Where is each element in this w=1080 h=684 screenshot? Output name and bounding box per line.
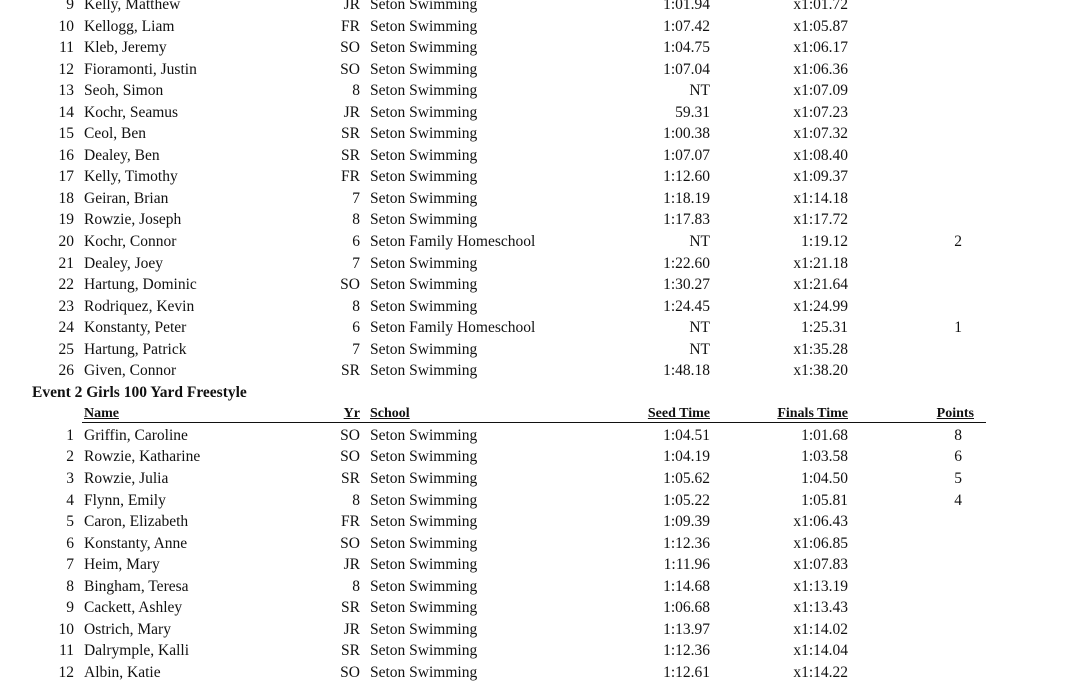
class-year: JR [343, 0, 360, 13]
result-row [0, 317, 1080, 339]
school-name: Seton Family Homeschool [370, 319, 536, 337]
finals-time: x1:05.87 [793, 17, 848, 35]
place: 22 [58, 276, 74, 294]
place: 6 [66, 534, 74, 552]
place: 24 [58, 319, 74, 337]
result-row [0, 619, 1080, 641]
place: 11 [59, 39, 74, 57]
event2-title: Event 2 Girls 100 Yard Freestyle [32, 383, 247, 401]
seed-time: 1:13.97 [663, 620, 710, 638]
finals-time: x1:21.18 [793, 254, 848, 272]
swimmer-name: Flynn, Emily [84, 491, 166, 509]
points: 4 [954, 491, 962, 509]
class-year: SR [341, 470, 360, 488]
place: 9 [66, 0, 74, 13]
class-year: 7 [352, 189, 360, 207]
school-name: Seton Swimming [370, 534, 478, 552]
place: 12 [58, 60, 74, 78]
seed-time: 1:17.83 [663, 211, 710, 229]
swimmer-name: Kochr, Seamus [84, 103, 179, 121]
finals-time: 1:19.12 [801, 233, 848, 251]
seed-time: NT [689, 340, 710, 358]
points: 5 [954, 470, 962, 488]
school-name: Seton Swimming [370, 599, 478, 617]
class-year: SR [341, 599, 360, 617]
swimmer-name: Bingham, Teresa [84, 577, 189, 595]
class-year: JR [343, 556, 360, 574]
seed-time: 1:48.18 [663, 362, 710, 380]
result-row [0, 16, 1080, 38]
class-year: SR [341, 362, 360, 380]
place: 11 [59, 642, 74, 660]
header-finals-time: Finals Time [777, 406, 848, 422]
finals-time: 1:01.68 [801, 426, 848, 444]
seed-time: 1:18.19 [663, 189, 710, 207]
class-year: SO [340, 663, 360, 681]
points: 6 [954, 448, 962, 466]
result-row [0, 446, 1080, 468]
swimmer-name: Heim, Mary [84, 556, 160, 574]
school-name: Seton Swimming [370, 0, 478, 13]
class-year: SO [340, 534, 360, 552]
finals-time: x1:38.20 [793, 362, 848, 380]
swimmer-name: Rowzie, Joseph [84, 211, 182, 229]
swimmer-name: Ceol, Ben [84, 125, 146, 143]
finals-time: x1:07.09 [793, 82, 848, 100]
result-row [0, 0, 1080, 16]
swimmer-name: Given, Connor [84, 362, 177, 380]
finals-time: x1:08.40 [793, 146, 848, 164]
event2-column-headers [0, 403, 1080, 425]
result-row [0, 102, 1080, 124]
place: 2 [66, 448, 74, 466]
seed-time: 1:12.36 [663, 534, 710, 552]
place: 18 [58, 189, 74, 207]
finals-time: x1:14.18 [793, 189, 848, 207]
place: 21 [58, 254, 74, 272]
seed-time: 1:07.07 [663, 146, 710, 164]
swimmer-name: Kelly, Timothy [84, 168, 178, 186]
header-seed-time: Seed Time [647, 406, 710, 422]
place: 5 [66, 513, 74, 531]
class-year: 6 [352, 319, 360, 337]
header-yr: Yr [343, 406, 360, 422]
swimmer-name: Ostrich, Mary [84, 620, 171, 638]
swimmer-name: Dalrymple, Kalli [84, 642, 190, 660]
seed-time: 1:11.96 [663, 556, 710, 574]
result-row [0, 640, 1080, 662]
class-year: 8 [352, 211, 360, 229]
swimmer-name: Geiran, Brian [84, 189, 169, 207]
result-row [0, 490, 1080, 512]
class-year: FR [341, 168, 360, 186]
result-row [0, 511, 1080, 533]
place: 10 [58, 620, 74, 638]
place: 20 [58, 233, 74, 251]
swimmer-name: Cackett, Ashley [84, 599, 183, 617]
swimmer-name: Seoh, Simon [84, 82, 164, 100]
class-year: 6 [352, 233, 360, 251]
result-row [0, 468, 1080, 490]
finals-time: x1:35.28 [793, 340, 848, 358]
seed-time: 1:22.60 [663, 254, 710, 272]
seed-time: 1:09.39 [663, 513, 710, 531]
seed-time: 1:04.75 [663, 39, 710, 57]
seed-time: 1:12.61 [663, 663, 710, 681]
school-name: Seton Swimming [370, 620, 478, 638]
school-name: Seton Swimming [370, 556, 478, 574]
school-name: Seton Swimming [370, 254, 478, 272]
finals-time: x1:06.85 [793, 534, 848, 552]
class-year: 7 [352, 254, 360, 272]
finals-time: x1:13.43 [793, 599, 848, 617]
seed-time: NT [689, 319, 710, 337]
finals-time: 1:25.31 [801, 319, 848, 337]
swimmer-name: Griffin, Caroline [84, 426, 188, 444]
finals-time: 1:05.81 [801, 491, 848, 509]
seed-time: 1:12.60 [663, 168, 710, 186]
class-year: SO [340, 60, 360, 78]
school-name: Seton Swimming [370, 362, 478, 380]
seed-time: 59.31 [675, 103, 710, 121]
swimmer-name: Fioramonti, Justin [84, 60, 197, 78]
seed-time: 1:04.51 [663, 426, 710, 444]
place: 12 [58, 663, 74, 681]
school-name: Seton Swimming [370, 513, 478, 531]
place: 15 [58, 125, 74, 143]
school-name: Seton Swimming [370, 82, 478, 100]
event2-results [0, 425, 1080, 684]
swimmer-name: Konstanty, Anne [84, 534, 188, 552]
seed-time: 1:24.45 [663, 297, 710, 315]
result-row [0, 80, 1080, 102]
class-year: 8 [352, 491, 360, 509]
finals-time: x1:14.04 [793, 642, 848, 660]
result-row [0, 231, 1080, 253]
school-name: Seton Swimming [370, 663, 478, 681]
finals-time: 1:03.58 [801, 448, 848, 466]
place: 7 [66, 556, 74, 574]
school-name: Seton Swimming [370, 276, 478, 294]
points: 1 [954, 319, 962, 337]
school-name: Seton Swimming [370, 17, 478, 35]
school-name: Seton Swimming [370, 60, 478, 78]
header-school: School [370, 406, 410, 422]
seed-time: 1:12.36 [663, 642, 710, 660]
place: 13 [58, 82, 74, 100]
finals-time: x1:14.22 [793, 663, 848, 681]
result-row [0, 145, 1080, 167]
finals-time: x1:06.17 [793, 39, 848, 57]
school-name: Seton Swimming [370, 103, 478, 121]
result-row [0, 662, 1080, 684]
result-row [0, 37, 1080, 59]
class-year: SO [340, 426, 360, 444]
class-year: FR [341, 513, 360, 531]
finals-time: x1:13.19 [793, 577, 848, 595]
result-row [0, 188, 1080, 210]
class-year: SO [340, 39, 360, 57]
finals-time: 1:04.50 [801, 470, 848, 488]
result-row [0, 253, 1080, 275]
points: 2 [954, 233, 962, 251]
result-row [0, 209, 1080, 231]
finals-time: x1:06.36 [793, 60, 848, 78]
swimmer-name: Rowzie, Julia [84, 470, 169, 488]
school-name: Seton Swimming [370, 297, 478, 315]
seed-time: NT [689, 233, 710, 251]
class-year: JR [343, 620, 360, 638]
school-name: Seton Swimming [370, 470, 478, 488]
finals-time: x1:06.43 [793, 513, 848, 531]
swimmer-name: Kelly, Matthew [84, 0, 181, 13]
result-row [0, 425, 1080, 447]
swimmer-name: Dealey, Joey [84, 254, 164, 272]
school-name: Seton Swimming [370, 125, 478, 143]
result-row [0, 554, 1080, 576]
place: 4 [66, 491, 74, 509]
place: 16 [58, 146, 74, 164]
finals-time: x1:09.37 [793, 168, 848, 186]
place: 14 [58, 103, 74, 121]
seed-time: NT [689, 82, 710, 100]
swimmer-name: Rodriquez, Kevin [84, 297, 195, 315]
seed-time: 1:30.27 [663, 276, 710, 294]
seed-time: 1:07.42 [663, 17, 710, 35]
result-row [0, 296, 1080, 318]
class-year: FR [341, 17, 360, 35]
result-row [0, 123, 1080, 145]
header-name: Name [84, 406, 119, 422]
place: 9 [66, 599, 74, 617]
swimmer-name: Albin, Katie [84, 663, 161, 681]
points: 8 [954, 426, 962, 444]
school-name: Seton Swimming [370, 189, 478, 207]
place: 26 [58, 362, 74, 380]
result-row [0, 360, 1080, 382]
swimmer-name: Hartung, Patrick [84, 340, 187, 358]
finals-time: x1:07.83 [793, 556, 848, 574]
school-name: Seton Swimming [370, 491, 478, 509]
class-year: 7 [352, 340, 360, 358]
swimmer-name: Rowzie, Katharine [84, 448, 201, 466]
place: 3 [66, 470, 74, 488]
finals-time: x1:07.32 [793, 125, 848, 143]
seed-time: 1:05.22 [663, 491, 710, 509]
result-row [0, 274, 1080, 296]
seed-time: 1:01.94 [663, 0, 710, 13]
seed-time: 1:00.38 [663, 125, 710, 143]
swimmer-name: Kleb, Jeremy [84, 39, 167, 57]
class-year: SO [340, 448, 360, 466]
result-row [0, 339, 1080, 361]
school-name: Seton Swimming [370, 168, 478, 186]
finals-time: x1:01.72 [793, 0, 848, 13]
place: 8 [66, 577, 74, 595]
finals-time: x1:17.72 [793, 211, 848, 229]
place: 10 [58, 17, 74, 35]
school-name: Seton Family Homeschool [370, 233, 536, 251]
class-year: SR [341, 125, 360, 143]
class-year: SR [341, 146, 360, 164]
class-year: 8 [352, 297, 360, 315]
result-row [0, 576, 1080, 598]
school-name: Seton Swimming [370, 340, 478, 358]
class-year: 8 [352, 577, 360, 595]
result-row [0, 59, 1080, 81]
header-divider [82, 422, 986, 423]
school-name: Seton Swimming [370, 577, 478, 595]
school-name: Seton Swimming [370, 146, 478, 164]
swimmer-name: Caron, Elizabeth [84, 513, 189, 531]
result-row [0, 597, 1080, 619]
swimmer-name: Hartung, Dominic [84, 276, 197, 294]
swimmer-name: Dealey, Ben [84, 146, 160, 164]
result-row [0, 533, 1080, 555]
finals-time: x1:07.23 [793, 103, 848, 121]
class-year: SO [340, 276, 360, 294]
seed-time: 1:06.68 [663, 599, 710, 617]
result-row [0, 166, 1080, 188]
place: 19 [58, 211, 74, 229]
place: 17 [58, 168, 74, 186]
seed-time: 1:07.04 [663, 60, 710, 78]
place: 1 [66, 426, 74, 444]
header-points: Points [936, 406, 974, 422]
school-name: Seton Swimming [370, 642, 478, 660]
finals-time: x1:21.64 [793, 276, 848, 294]
swimmer-name: Kellogg, Liam [84, 17, 175, 35]
swimmer-name: Konstanty, Peter [84, 319, 187, 337]
place: 23 [58, 297, 74, 315]
school-name: Seton Swimming [370, 426, 478, 444]
place: 25 [58, 340, 74, 358]
finals-time: x1:14.02 [793, 620, 848, 638]
seed-time: 1:04.19 [663, 448, 710, 466]
seed-time: 1:14.68 [663, 577, 710, 595]
finals-time: x1:24.99 [793, 297, 848, 315]
school-name: Seton Swimming [370, 448, 478, 466]
seed-time: 1:05.62 [663, 470, 710, 488]
class-year: SR [341, 642, 360, 660]
swimmer-name: Kochr, Connor [84, 233, 177, 251]
school-name: Seton Swimming [370, 39, 478, 57]
class-year: 8 [352, 82, 360, 100]
class-year: JR [343, 103, 360, 121]
school-name: Seton Swimming [370, 211, 478, 229]
